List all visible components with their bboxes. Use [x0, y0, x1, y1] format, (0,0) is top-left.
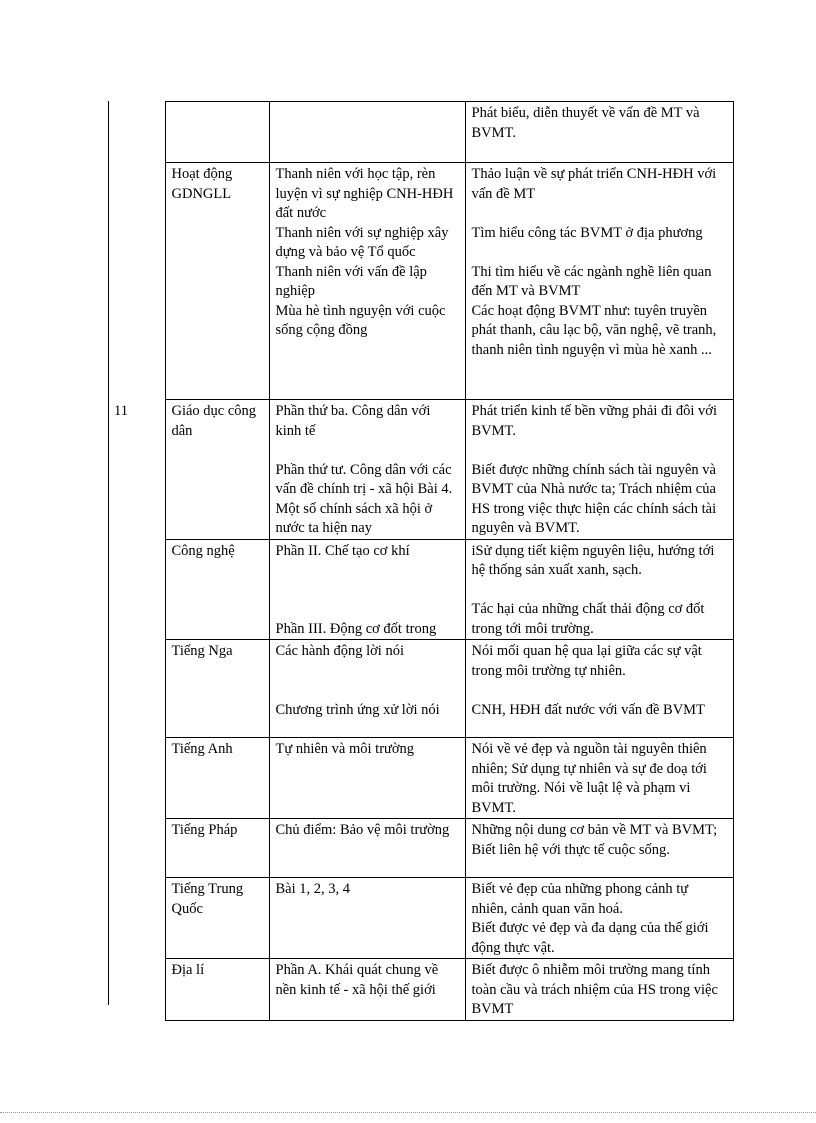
content-cell: Biết vẻ đẹp của những phong cảnh tự nhiên, cảnh quan văn hoá. Biết được vẻ đẹp và đa dạng của thế giới động thực vật.: [465, 878, 733, 959]
subject-cell: Giáo dục công dân: [165, 400, 269, 540]
page-footer-rule: [0, 1112, 816, 1113]
content-cell: Phát biểu, diễn thuyết về vấn đề MT và BVMT.: [465, 102, 733, 163]
grade-cell: [108, 959, 165, 1021]
subject-cell: Tiếng Anh: [165, 738, 269, 819]
subject-cell: Tiếng Pháp: [165, 819, 269, 878]
table-row: [108, 819, 733, 878]
grade-cell: [108, 738, 165, 819]
content-cell: Nói mối quan hệ qua lại giữa các sự vật trong môi trường tự nhiên. CNH, HĐH đất nước với vấn đề BVMT: [465, 640, 733, 738]
content-cell: Biết được ô nhiễm môi trường mang tính toàn cầu và trách nhiệm của HS trong việc BVMT: [465, 959, 733, 1021]
table-row: [108, 959, 733, 1021]
table-row: [108, 102, 733, 163]
content-cell: iSử dụng tiết kiệm nguyên liệu, hướng tới hệ thống sản xuất xanh, sạch. Tác hại của những chất thải động cơ đốt trong tới môi trường.: [465, 539, 733, 640]
content-cell: Những nội dung cơ bản về MT và BVMT; Biết liên hệ với thực tế cuộc sống.: [465, 819, 733, 878]
grade-cell: [108, 163, 165, 400]
table-row: [108, 400, 733, 540]
content-cell: Nói về vẻ đẹp và nguồn tài nguyên thiên nhiên; Sử dụng tự nhiên và sự đe doạ tới môi trường. Nói về luật lệ và phạm vi BVMT.: [465, 738, 733, 819]
subject-cell: Địa lí: [165, 959, 269, 1021]
topic-cell: Các hành động lời nói Chương trình ứng xử lời nói: [269, 640, 465, 738]
content-cell: Thảo luận về sự phát triển CNH-HĐH với vấn đề MT Tìm hiểu công tác BVMT ở địa phương Thi tìm hiểu về các ngành nghề liên quan đến MT và BVMT Các hoạt động BVMT như: tuyên truyền phát thanh, câu lạc bộ, văn nghệ, vẽ tranh, thanh niên tình nguyện vì mùa hè xanh ...: [465, 163, 733, 400]
grade-cell: [108, 819, 165, 878]
grade-cell: [108, 640, 165, 738]
content-cell: Phát triển kinh tế bền vững phải đi đôi với BVMT. Biết được những chính sách tài nguyên và BVMT của Nhà nước ta; Trách nhiệm của HS trong việc thực hiện các chính sách tài nguyên và BVMT.: [465, 400, 733, 540]
grade-cell: 11: [108, 400, 165, 540]
table-row: [108, 738, 733, 819]
topic-cell: Phần II. Chế tạo cơ khí Phần III. Động cơ đốt trong: [269, 539, 465, 640]
grade-cell: [108, 539, 165, 640]
grade-cell: [108, 878, 165, 959]
table-row: [108, 640, 733, 738]
topic-cell: Phần thứ ba. Công dân với kinh tế Phần thứ tư. Công dân với các vấn đề chính trị - xã hội Bài 4. Một số chính sách xã hội ở nước ta hiện nay: [269, 400, 465, 540]
topic-cell: Chủ điểm: Bảo vệ môi trường: [269, 819, 465, 878]
topic-cell: Phần A. Khái quát chung về nền kinh tế - xã hội thế giới: [269, 959, 465, 1021]
subject-cell: Tiếng Trung Quốc: [165, 878, 269, 959]
subject-cell: Hoạt động GDNGLL: [165, 163, 269, 400]
topic-cell: Thanh niên với học tập, rèn luyện vì sự nghiệp CNH-HĐH đất nước Thanh niên với sự nghiệp xây dựng và bảo vệ Tổ quốc Thanh niên với vấn đề lập nghiệp Mùa hè tình nguyện với cuộc sống cộng đồng: [269, 163, 465, 400]
subject-cell: [165, 102, 269, 163]
topic-cell: [269, 102, 465, 163]
topic-cell: Bài 1, 2, 3, 4: [269, 878, 465, 959]
subject-cell: Tiếng Nga: [165, 640, 269, 738]
table-row: [108, 878, 733, 959]
table-row: [108, 539, 733, 640]
curriculum-table: [108, 101, 734, 1021]
table-row: [108, 163, 733, 400]
topic-cell: Tự nhiên và môi trường: [269, 738, 465, 819]
grade-cell: [108, 102, 165, 163]
subject-cell: Công nghệ: [165, 539, 269, 640]
